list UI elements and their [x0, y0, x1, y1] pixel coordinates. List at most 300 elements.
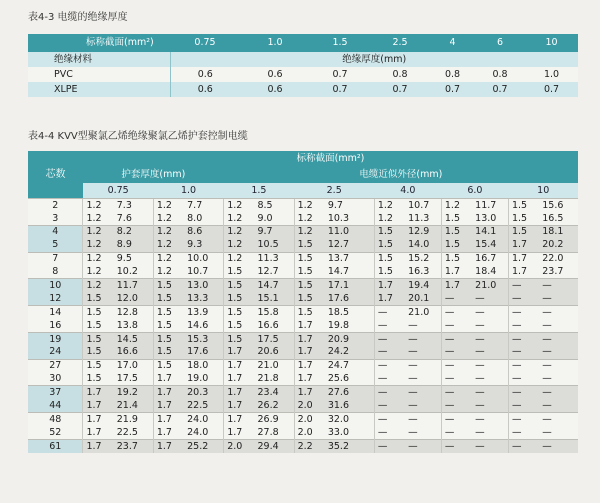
sheath-thickness: 1.7: [83, 440, 114, 453]
outer-diameter: 11.3: [254, 252, 294, 265]
outer-diameter: 16.7: [472, 252, 508, 265]
outer-diameter: —: [472, 440, 508, 453]
outer-diameter: 13.0: [184, 279, 224, 292]
core-count: 8: [28, 265, 83, 278]
outer-diameter: —: [405, 399, 441, 412]
section-value: 0.75: [83, 183, 153, 199]
table2-top-header: [28, 151, 578, 167]
core-count: 3: [28, 212, 83, 225]
outer-diameter: 35.2: [325, 440, 374, 453]
sheath-thickness: 1.2: [374, 212, 405, 225]
core-count: 19: [28, 332, 83, 345]
sheath-thickness: 1.2: [294, 212, 325, 225]
outer-diameter: 20.9: [325, 332, 374, 345]
sheath-thickness: —: [441, 440, 472, 453]
sheath-thickness: —: [508, 332, 539, 345]
table1-header-row: [28, 34, 578, 52]
table2-row: [28, 212, 578, 225]
sheath-thickness: 1.7: [224, 346, 255, 359]
outer-diameter: 10.2: [114, 265, 154, 278]
sheath-thickness: 1.5: [83, 292, 114, 305]
outer-diameter: 15.8: [254, 306, 294, 319]
outer-diameter: 14.6: [184, 319, 224, 332]
table2-row: [28, 199, 578, 212]
thickness-value: 0.6: [170, 67, 240, 82]
section-value: 1.5: [224, 183, 294, 199]
table2-row: [28, 359, 578, 372]
core-count: 48: [28, 413, 83, 426]
sheath-thickness: 1.2: [153, 199, 184, 212]
table2-row: [28, 426, 578, 439]
thickness-value: 1.0: [525, 67, 578, 82]
sheath-thickness: 1.7: [508, 265, 539, 278]
sheath-thickness: 1.5: [374, 225, 405, 238]
sheath-thickness: —: [508, 426, 539, 439]
sheath-thickness: —: [441, 346, 472, 359]
outer-diameter: 15.4: [472, 239, 508, 252]
table2-row: [28, 306, 578, 319]
sheath-thickness: 1.5: [83, 319, 114, 332]
sheath-thickness: —: [441, 292, 472, 305]
material-name: XLPE: [28, 82, 170, 97]
sheath-thickness: —: [374, 440, 405, 453]
outer-diameter: 23.4: [254, 386, 294, 399]
outer-diameter: 8.6: [184, 225, 224, 238]
sheath-thickness: —: [441, 306, 472, 319]
section-value: 10: [525, 34, 578, 52]
sheath-thickness: —: [441, 399, 472, 412]
sheath-thickness: —: [374, 306, 405, 319]
outer-diameter: 20.1: [405, 292, 441, 305]
outer-diameter: 15.1: [254, 292, 294, 305]
outer-diameter: 21.0: [254, 359, 294, 372]
outer-diameter: —: [472, 292, 508, 305]
outer-diameter: 8.2: [114, 225, 154, 238]
sheath-thickness: 1.2: [224, 199, 255, 212]
outer-diameter: 19.2: [114, 386, 154, 399]
table2-mid-header: [28, 167, 578, 183]
outer-diameter: 7.7: [184, 199, 224, 212]
sheath-thickness: 1.7: [374, 279, 405, 292]
core-count: 14: [28, 306, 83, 319]
core-count: 4: [28, 225, 83, 238]
outer-diameter: 27.6: [325, 386, 374, 399]
sheath-thickness: 1.7: [294, 373, 325, 386]
sheath-thickness: 1.2: [224, 212, 255, 225]
sheath-thickness: 1.2: [83, 239, 114, 252]
sheath-thickness: —: [508, 413, 539, 426]
outer-diameter: 33.0: [325, 426, 374, 439]
outer-diameter: 14.0: [405, 239, 441, 252]
outer-diameter: 18.4: [472, 265, 508, 278]
sheath-thickness: 1.7: [508, 239, 539, 252]
outer-diameter: 12.9: [405, 225, 441, 238]
sheath-thickness: —: [441, 332, 472, 345]
sheath-thickness: 1.7: [224, 413, 255, 426]
sheath-thickness: —: [508, 279, 539, 292]
outer-diameter: 17.5: [254, 332, 294, 345]
sheath-thickness: 1.2: [441, 199, 472, 212]
table2-row: [28, 346, 578, 359]
thickness-value: 0.6: [240, 67, 310, 82]
sheath-thickness: 1.7: [294, 346, 325, 359]
outer-diameter: 12.8: [114, 306, 154, 319]
section-value: 6.0: [441, 183, 508, 199]
outer-diameter: —: [405, 413, 441, 426]
sheath-thickness: 2.0: [224, 440, 255, 453]
table2-row: [28, 413, 578, 426]
table2-row: [28, 265, 578, 278]
sheath-thickness: 1.7: [224, 386, 255, 399]
outer-diameter: 21.9: [114, 413, 154, 426]
outer-diameter: 9.0: [254, 212, 294, 225]
thickness-value: 0.8: [430, 67, 475, 82]
material-label: 绝缘材料: [28, 52, 170, 67]
section-value: 1.0: [153, 183, 223, 199]
outer-diameter: 24.2: [325, 346, 374, 359]
material-name: PVC: [28, 67, 170, 82]
outer-diameter: —: [405, 346, 441, 359]
table2-row: [28, 332, 578, 345]
sheath-thickness: —: [374, 373, 405, 386]
thickness-value: 0.7: [310, 82, 370, 97]
outer-diameter: —: [405, 359, 441, 372]
table1-row: [28, 67, 578, 82]
sheath-thickness: 2.0: [294, 413, 325, 426]
sheath-thickness: 1.5: [153, 319, 184, 332]
outer-diameter: 25.2: [184, 440, 224, 453]
outer-diameter: 9.5: [114, 252, 154, 265]
sheath-thickness: 1.7: [83, 399, 114, 412]
outer-diameter: —: [539, 306, 578, 319]
sheath-thickness: —: [374, 346, 405, 359]
sheath-thickness: —: [508, 306, 539, 319]
sheath-thickness: 1.7: [441, 279, 472, 292]
sheath-thickness: —: [508, 319, 539, 332]
sheath-thickness: 1.7: [83, 413, 114, 426]
sheath-thickness: 1.2: [153, 252, 184, 265]
outer-diameter: —: [405, 426, 441, 439]
sheath-thickness: 1.7: [294, 359, 325, 372]
outer-diameter: 14.7: [254, 279, 294, 292]
sheath-thickness: 1.7: [508, 252, 539, 265]
outer-diameter: 7.6: [114, 212, 154, 225]
outer-diameter: —: [472, 426, 508, 439]
outer-diameter: 32.0: [325, 413, 374, 426]
section-value: 2.5: [370, 34, 430, 52]
outer-diameter: 19.4: [405, 279, 441, 292]
outer-diameter: —: [472, 306, 508, 319]
outer-diameter: 18.0: [184, 359, 224, 372]
section-header: 标称截面(mm²): [83, 151, 578, 167]
sheath-thickness: —: [374, 399, 405, 412]
sheath-thickness: —: [508, 346, 539, 359]
section-value: 0.75: [170, 34, 240, 52]
sheath-thickness: 1.5: [441, 212, 472, 225]
sheath-thickness: 1.5: [508, 225, 539, 238]
sheath-thickness: 1.5: [374, 252, 405, 265]
sheath-thickness: 1.5: [224, 292, 255, 305]
outer-diameter: —: [539, 346, 578, 359]
sheath-thickness: 1.7: [153, 373, 184, 386]
outer-diameter: 11.7: [114, 279, 154, 292]
sheath-thickness: 1.5: [83, 373, 114, 386]
section-value: 6: [475, 34, 525, 52]
thickness-label: 绝缘厚度(mm): [170, 52, 578, 67]
section-value: 4: [430, 34, 475, 52]
insulation-thickness-table: [28, 34, 578, 97]
outer-diameter: 14.5: [114, 332, 154, 345]
sheath-thickness: —: [508, 440, 539, 453]
sheath-thickness: 1.5: [83, 306, 114, 319]
outer-diameter: —: [539, 292, 578, 305]
section-value: 1.5: [310, 34, 370, 52]
core-count: 7: [28, 252, 83, 265]
outer-diameter: 9.3: [184, 239, 224, 252]
table2-row: [28, 319, 578, 332]
table2-row: [28, 225, 578, 238]
sheath-thickness: 2.2: [294, 440, 325, 453]
thickness-value: 0.7: [525, 82, 578, 97]
outer-diameter: 24.0: [184, 426, 224, 439]
core-count: 30: [28, 373, 83, 386]
outer-diameter: 17.6: [184, 346, 224, 359]
sheath-thickness: —: [508, 399, 539, 412]
thickness-value: 0.7: [475, 82, 525, 97]
sheath-thickness: 1.2: [83, 199, 114, 212]
outer-diameter: —: [405, 386, 441, 399]
sheath-thickness: 1.5: [374, 239, 405, 252]
sheath-thickness: 1.2: [153, 225, 184, 238]
outer-diameter: 17.6: [325, 292, 374, 305]
outer-diameter: 17.0: [114, 359, 154, 372]
outer-diameter: 27.8: [254, 426, 294, 439]
outer-diameter: 8.9: [114, 239, 154, 252]
thickness-value: 0.8: [475, 67, 525, 82]
outer-diameter: —: [539, 359, 578, 372]
outer-diameter: 17.1: [325, 279, 374, 292]
cores-header: 芯数: [28, 151, 83, 199]
sheath-thickness: —: [441, 413, 472, 426]
core-count: 10: [28, 279, 83, 292]
table2-row: [28, 386, 578, 399]
outer-diameter: 8.0: [184, 212, 224, 225]
sheath-thickness: 1.7: [83, 386, 114, 399]
outer-diameter: 14.7: [325, 265, 374, 278]
sheath-thickness: 1.7: [83, 426, 114, 439]
sheath-thickness: 1.5: [153, 279, 184, 292]
outer-diameter: 23.7: [114, 440, 154, 453]
outer-diameter: —: [472, 332, 508, 345]
outer-diameter: 18.5: [325, 306, 374, 319]
outer-diameter: 19.0: [184, 373, 224, 386]
sheath-thickness: 1.5: [508, 212, 539, 225]
sheath-thickness: 1.7: [224, 426, 255, 439]
table2-row: [28, 440, 578, 453]
core-count: 12: [28, 292, 83, 305]
section-value: 4.0: [374, 183, 441, 199]
outer-diameter: 11.7: [472, 199, 508, 212]
sheath-thickness: 1.7: [153, 440, 184, 453]
outer-diameter: —: [405, 319, 441, 332]
outer-diameter: —: [472, 399, 508, 412]
table2-section-row: [28, 183, 578, 199]
sheath-thickness: —: [508, 359, 539, 372]
table2-row: [28, 279, 578, 292]
sheath-thickness: 1.2: [294, 225, 325, 238]
outer-diameter: —: [472, 373, 508, 386]
table1-caption: 表4-3 电缆的绝缘厚度: [28, 12, 128, 23]
core-count: 52: [28, 426, 83, 439]
sheath-thickness: 1.2: [83, 225, 114, 238]
sheath-thickness: 1.7: [374, 292, 405, 305]
thickness-value: 0.6: [240, 82, 310, 97]
thickness-value: 0.6: [170, 82, 240, 97]
outer-diameter: —: [472, 319, 508, 332]
outer-diameter: —: [539, 373, 578, 386]
kvv-cable-table: [28, 151, 578, 453]
sheath-thickness: —: [441, 426, 472, 439]
outer-diameter: 10.5: [254, 239, 294, 252]
outer-diameter: 10.7: [184, 265, 224, 278]
outer-diameter: 16.6: [254, 319, 294, 332]
sheath-thickness: —: [374, 359, 405, 372]
sheath-thickness: 1.5: [224, 265, 255, 278]
sheath-thickness: 1.7: [441, 265, 472, 278]
outer-diameter: 21.0: [472, 279, 508, 292]
sheath-thickness: 1.5: [153, 359, 184, 372]
table2-row: [28, 399, 578, 412]
outer-diameter: 19.8: [325, 319, 374, 332]
outer-diameter: 21.4: [114, 399, 154, 412]
sheath-thickness: 2.0: [294, 399, 325, 412]
outer-diameter: 20.3: [184, 386, 224, 399]
outer-diameter: 15.2: [405, 252, 441, 265]
sheath-thickness: 1.5: [441, 252, 472, 265]
outer-diameter: 21.8: [254, 373, 294, 386]
outer-diameter: —: [539, 332, 578, 345]
sheath-thickness: 1.5: [153, 292, 184, 305]
outer-diameter: —: [539, 399, 578, 412]
sheath-thickness: 1.7: [153, 386, 184, 399]
core-count: 37: [28, 386, 83, 399]
sheath-thickness: 1.7: [224, 399, 255, 412]
sheath-thickness: —: [441, 373, 472, 386]
sheath-thickness: —: [374, 319, 405, 332]
section-value: 2.5: [294, 183, 374, 199]
table2-row: [28, 292, 578, 305]
sheath-thickness: 1.5: [83, 346, 114, 359]
sheath-thickness: 1.5: [441, 239, 472, 252]
outer-diameter: 18.1: [539, 225, 578, 238]
sheath-thickness: 1.2: [83, 265, 114, 278]
sheath-thickness-header: 护套厚度(mm): [83, 167, 224, 183]
outer-diameter: 12.7: [325, 239, 374, 252]
sheath-thickness: 1.2: [83, 252, 114, 265]
outer-diameter: 13.7: [325, 252, 374, 265]
sheath-thickness: 1.5: [224, 332, 255, 345]
outer-diameter: —: [539, 386, 578, 399]
sheath-thickness: 1.5: [83, 359, 114, 372]
core-count: 2: [28, 199, 83, 212]
outer-diameter: —: [539, 440, 578, 453]
sheath-thickness: 1.7: [153, 399, 184, 412]
sheath-thickness: —: [508, 386, 539, 399]
outer-diameter: 20.6: [254, 346, 294, 359]
outer-diameter: 9.7: [254, 225, 294, 238]
outer-diameter: 15.6: [539, 199, 578, 212]
sheath-thickness: 1.2: [224, 225, 255, 238]
sheath-thickness: 1.5: [508, 199, 539, 212]
outer-diameter: 24.7: [325, 359, 374, 372]
sheath-thickness: 1.7: [153, 426, 184, 439]
outer-diameter: 31.6: [325, 399, 374, 412]
section-value: 1.0: [240, 34, 310, 52]
outer-diameter: 22.0: [539, 252, 578, 265]
sheath-thickness: 1.5: [153, 346, 184, 359]
outer-diameter: —: [405, 440, 441, 453]
outer-diameter: 16.5: [539, 212, 578, 225]
sheath-thickness: 1.5: [294, 265, 325, 278]
sheath-thickness: 1.5: [294, 306, 325, 319]
sheath-thickness: 1.2: [153, 239, 184, 252]
outer-diameter: 21.0: [405, 306, 441, 319]
outer-diameter: 22.5: [114, 426, 154, 439]
outer-diameter: 17.5: [114, 373, 154, 386]
sheath-thickness: 1.5: [294, 252, 325, 265]
core-count: 27: [28, 359, 83, 372]
outer-diameter: 13.0: [472, 212, 508, 225]
outer-diameter: 23.7: [539, 265, 578, 278]
core-count: 5: [28, 239, 83, 252]
outer-diameter: —: [472, 386, 508, 399]
sheath-thickness: 1.7: [153, 413, 184, 426]
table1-row: [28, 82, 578, 97]
sheath-thickness: —: [508, 373, 539, 386]
outer-diameter: 11.0: [325, 225, 374, 238]
outer-diameter: 16.3: [405, 265, 441, 278]
table2-row: [28, 239, 578, 252]
outer-diameter: 26.2: [254, 399, 294, 412]
sheath-thickness: —: [441, 386, 472, 399]
outer-diameter: 29.4: [254, 440, 294, 453]
outer-diameter-header: 电缆近似外径(mm): [224, 167, 578, 183]
sheath-thickness: 1.5: [374, 265, 405, 278]
outer-diameter: 12.0: [114, 292, 154, 305]
outer-diameter: 10.0: [184, 252, 224, 265]
outer-diameter: 16.6: [114, 346, 154, 359]
sheath-thickness: 2.0: [294, 426, 325, 439]
sheath-thickness: —: [374, 332, 405, 345]
outer-diameter: 11.3: [405, 212, 441, 225]
outer-diameter: 10.3: [325, 212, 374, 225]
sheath-thickness: —: [508, 292, 539, 305]
outer-diameter: —: [472, 359, 508, 372]
sheath-thickness: 1.5: [294, 292, 325, 305]
sheath-thickness: —: [441, 359, 472, 372]
sheath-thickness: 1.2: [153, 212, 184, 225]
outer-diameter: —: [405, 373, 441, 386]
sheath-thickness: —: [374, 386, 405, 399]
sheath-thickness: 1.2: [374, 199, 405, 212]
table2-caption: 表4-4 KVV型聚氯乙烯绝缘聚氯乙烯护套控制电缆: [28, 131, 248, 142]
sheath-thickness: 1.7: [294, 386, 325, 399]
outer-diameter: 26.9: [254, 413, 294, 426]
outer-diameter: 15.3: [184, 332, 224, 345]
outer-diameter: —: [539, 413, 578, 426]
section-label: 标称截面(mm²): [28, 34, 170, 52]
core-count: 16: [28, 319, 83, 332]
